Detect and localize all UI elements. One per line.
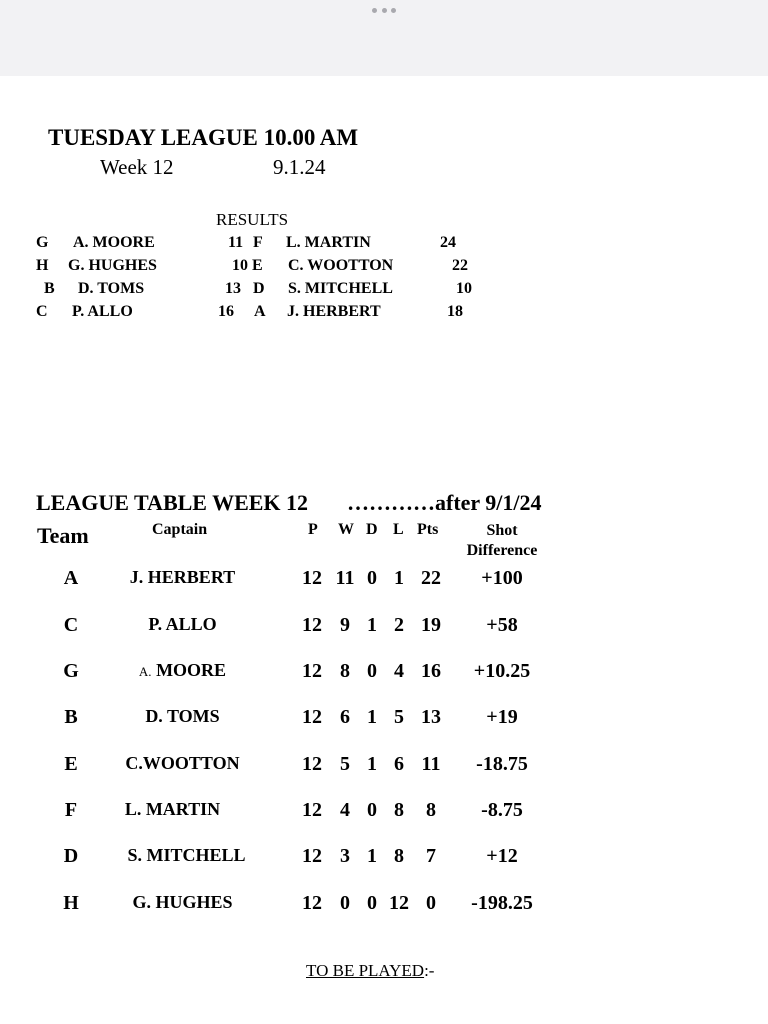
result-team1: H [36,257,49,274]
result-name1: P. ALLO [72,303,133,320]
result-team1: G [36,234,49,251]
played: 12 [302,892,322,914]
table-row [0,845,768,875]
played: 12 [302,753,322,775]
captain-name [90,799,255,820]
drawn: 1 [367,845,377,867]
played: 12 [302,660,322,682]
result-team2: E [252,257,263,274]
captain-name [100,892,265,913]
results-heading: RESULTS [216,210,289,229]
result-score1: 16 [218,303,234,320]
points: 11 [421,753,441,775]
table-row [0,706,768,736]
league-table-date: …………after 9/1/24 [347,490,542,515]
league-table-title: LEAGUE TABLE WEEK 12 [36,490,309,515]
result-name1: A. MOORE [73,234,155,251]
points: 19 [421,614,441,636]
shot-difference: -198.25 [471,892,533,914]
header-team: Team [37,523,89,548]
points: 0 [426,892,436,914]
played: 12 [302,567,322,589]
team-letter: D [63,845,79,867]
captain-surname: D. TOMS [145,706,220,726]
page-title: TUESDAY LEAGUE 10.00 AM [48,125,359,150]
header-won: W [338,521,354,538]
table-row [0,753,768,783]
captain-name [104,845,269,866]
result-name2: L. MARTIN [286,234,371,251]
lost: 2 [394,614,404,636]
shot-difference: +10.25 [473,660,531,682]
won: 9 [340,614,350,636]
result-team2: A [254,303,266,320]
played: 12 [302,799,322,821]
result-score2: 18 [447,303,463,320]
drawn: 0 [367,892,377,914]
dot [372,8,377,13]
shot-difference: +19 [486,706,518,728]
header-played: P [308,521,318,538]
result-name2: C. WOOTTON [288,257,394,274]
points: 7 [426,845,436,867]
result-score1: 11 [228,234,244,251]
captain-surname: C.WOOTTON [125,753,240,773]
shot-difference: +58 [486,614,518,636]
drawn: 1 [367,706,377,728]
result-score1: 13 [225,280,241,297]
table-row [0,660,768,690]
drawn: 1 [367,753,377,775]
result-score1: 10 [232,257,248,274]
captain-surname: P. ALLO [148,614,217,634]
won: 5 [340,753,350,775]
table-row [0,799,768,829]
result-team1: B [44,280,55,297]
dot [382,8,387,13]
captain-surname: G. HUGHES [132,892,233,912]
more-dots-icon[interactable] [372,6,396,14]
points: 13 [421,706,441,728]
table-row [0,567,768,597]
to-be-played-label: TO BE PLAYED [306,961,425,980]
to-be-played-suffix: :- [424,961,435,980]
result-score2: 22 [452,257,468,274]
captain-name [100,567,265,588]
lost: 4 [394,660,404,682]
won: 4 [340,799,350,821]
result-score2: 24 [440,234,456,251]
team-letter: F [64,799,78,821]
drawn: 0 [367,567,377,589]
captain-initial: A. [138,664,152,679]
lost: 8 [394,845,404,867]
won: 6 [340,706,350,728]
played: 12 [302,706,322,728]
captain-surname: J. HERBERT [129,567,236,587]
header-shot-difference [462,521,542,561]
header-lost: L [393,521,404,538]
points: 22 [421,567,441,589]
shot-difference: +12 [486,845,518,867]
captain-surname: MOORE [156,660,227,680]
lost: 12 [389,892,409,914]
shot-difference: +100 [481,567,523,589]
header-points: Pts [417,521,439,538]
captain-name [100,753,265,774]
result-team2: D [253,280,265,297]
won: 0 [340,892,350,914]
lost: 6 [394,753,404,775]
header-shot-line1: Shot [486,522,518,539]
to-be-played-heading [306,961,434,981]
captain-name [100,706,265,727]
lost: 5 [394,706,404,728]
result-name2: J. HERBERT [287,303,381,320]
shot-difference: -18.75 [476,753,528,775]
drawn: 0 [367,799,377,821]
played: 12 [302,614,322,636]
drawn: 0 [367,660,377,682]
result-score2: 10 [456,280,472,297]
result-name1: D. TOMS [78,280,145,297]
captain-name [100,614,265,635]
dot [391,8,396,13]
shot-difference: -8.75 [481,799,523,821]
drawn: 1 [367,614,377,636]
points: 16 [421,660,441,682]
won: 8 [340,660,350,682]
table-row [0,892,768,922]
captain-surname: S. MITCHELL [127,845,246,865]
team-letter: E [64,753,78,775]
lost: 1 [394,567,404,589]
header-drawn: D [366,521,378,538]
won: 11 [335,567,355,589]
date-label: 9.1.24 [273,155,326,179]
result-name1: G. HUGHES [68,257,157,274]
header-shot-line2: Difference [466,542,538,559]
captain-surname: L. MARTIN [124,799,221,819]
week-label: Week 12 [100,155,174,179]
team-letter: A [63,567,79,589]
captain-name [100,660,265,681]
team-letter: B [64,706,78,728]
table-row [0,614,768,644]
result-name2: S. MITCHELL [288,280,393,297]
top-toolbar [0,0,768,76]
team-letter: H [63,892,79,914]
won: 3 [340,845,350,867]
team-letter: C [63,614,79,636]
played: 12 [302,845,322,867]
points: 8 [426,799,436,821]
result-team2: F [253,234,263,251]
lost: 8 [394,799,404,821]
header-captain: Captain [152,521,208,538]
team-letter: G [63,660,79,682]
result-team1: C [36,303,48,320]
